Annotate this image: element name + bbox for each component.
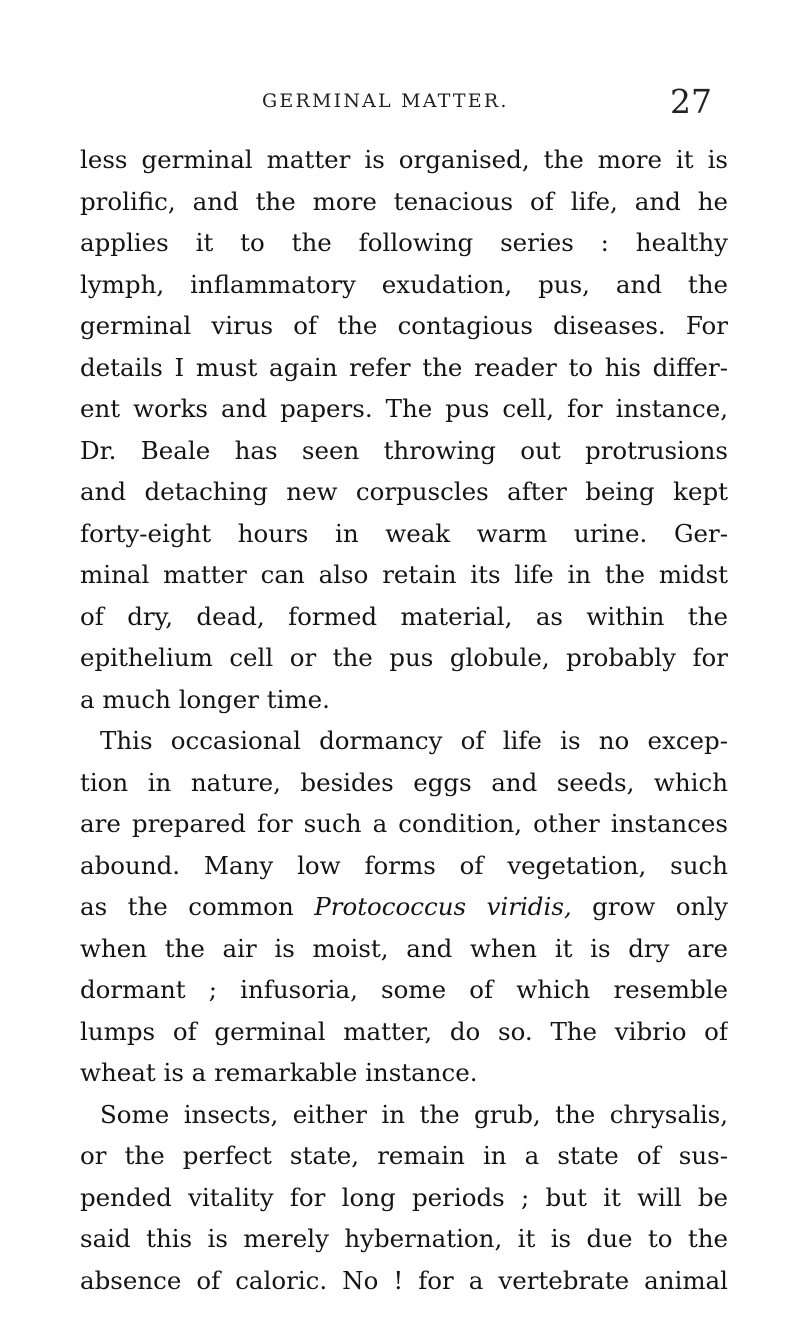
text-line: are prepared for such a condition, other instances — [80, 809, 728, 838]
text-line: lymph, inflammatory exudation, pus, and the — [80, 269, 728, 299]
running-head — [0, 82, 800, 122]
text-line-with-italic — [80, 886, 728, 928]
text-line: absence of caloric. No ! for a vertebrate animal — [80, 1265, 728, 1295]
text-line: dormant ; infusoria, some of which resemble — [80, 975, 728, 1004]
text-line: applies it to the following series : healthy — [80, 228, 728, 257]
text-line: details I must again refer the reader to his differ- — [80, 352, 728, 382]
text-line: germinal virus of the contagious diseases. For — [80, 311, 728, 340]
text-line: of dry, dead, formed material, as within the — [80, 601, 728, 631]
text-line: a much longer time. — [80, 684, 330, 714]
species-name-italic: Protococcus viridis, — [314, 892, 572, 921]
body-text — [80, 139, 728, 1301]
text-segment: grow only — [571, 892, 728, 921]
text-line: or the perfect state, remain in a state of sus- — [80, 1141, 728, 1170]
text-line: tion in nature, besides eggs and seeds, which — [80, 767, 728, 797]
text-line: less germinal matter is organised, the more it is — [80, 145, 728, 174]
text-line: epithelium cell or the pus globule, probably for — [80, 643, 728, 672]
text-line: prolific, and the more tenacious of life, and he — [80, 186, 728, 216]
text-line: wheat is a remarkable instance. — [80, 1058, 478, 1087]
text-line: abound. Many low forms of vegetation, such — [80, 850, 728, 880]
paragraph-start-line: This occasional dormancy of life is no excep- — [100, 726, 728, 755]
text-line: lumps of germinal matter, do so. The vibrio of — [80, 1016, 728, 1046]
text-line: minal matter can also retain its life in the midst — [80, 560, 728, 589]
text-line: Dr. Beale has seen throwing out protrusions — [80, 435, 728, 465]
text-line: when the air is moist, and when it is dry are — [80, 933, 728, 963]
paragraph-start-line: Some insects, either in the grub, the chrysalis, — [100, 1099, 728, 1129]
text-line: said this is merely hybernation, it is due to the — [80, 1224, 728, 1253]
text-line: pended vitality for long periods ; but it will be — [80, 1182, 728, 1212]
text-line: forty-eight hours in weak warm urine. Ger- — [80, 518, 728, 548]
text-line: ent works and papers. The pus cell, for instance, — [80, 394, 728, 423]
running-title: GERMINAL MATTER. — [262, 90, 509, 112]
page-number: 27 — [670, 82, 712, 121]
text-segment: as the common — [80, 892, 315, 921]
text-line: and detaching new corpuscles after being kept — [80, 477, 728, 506]
